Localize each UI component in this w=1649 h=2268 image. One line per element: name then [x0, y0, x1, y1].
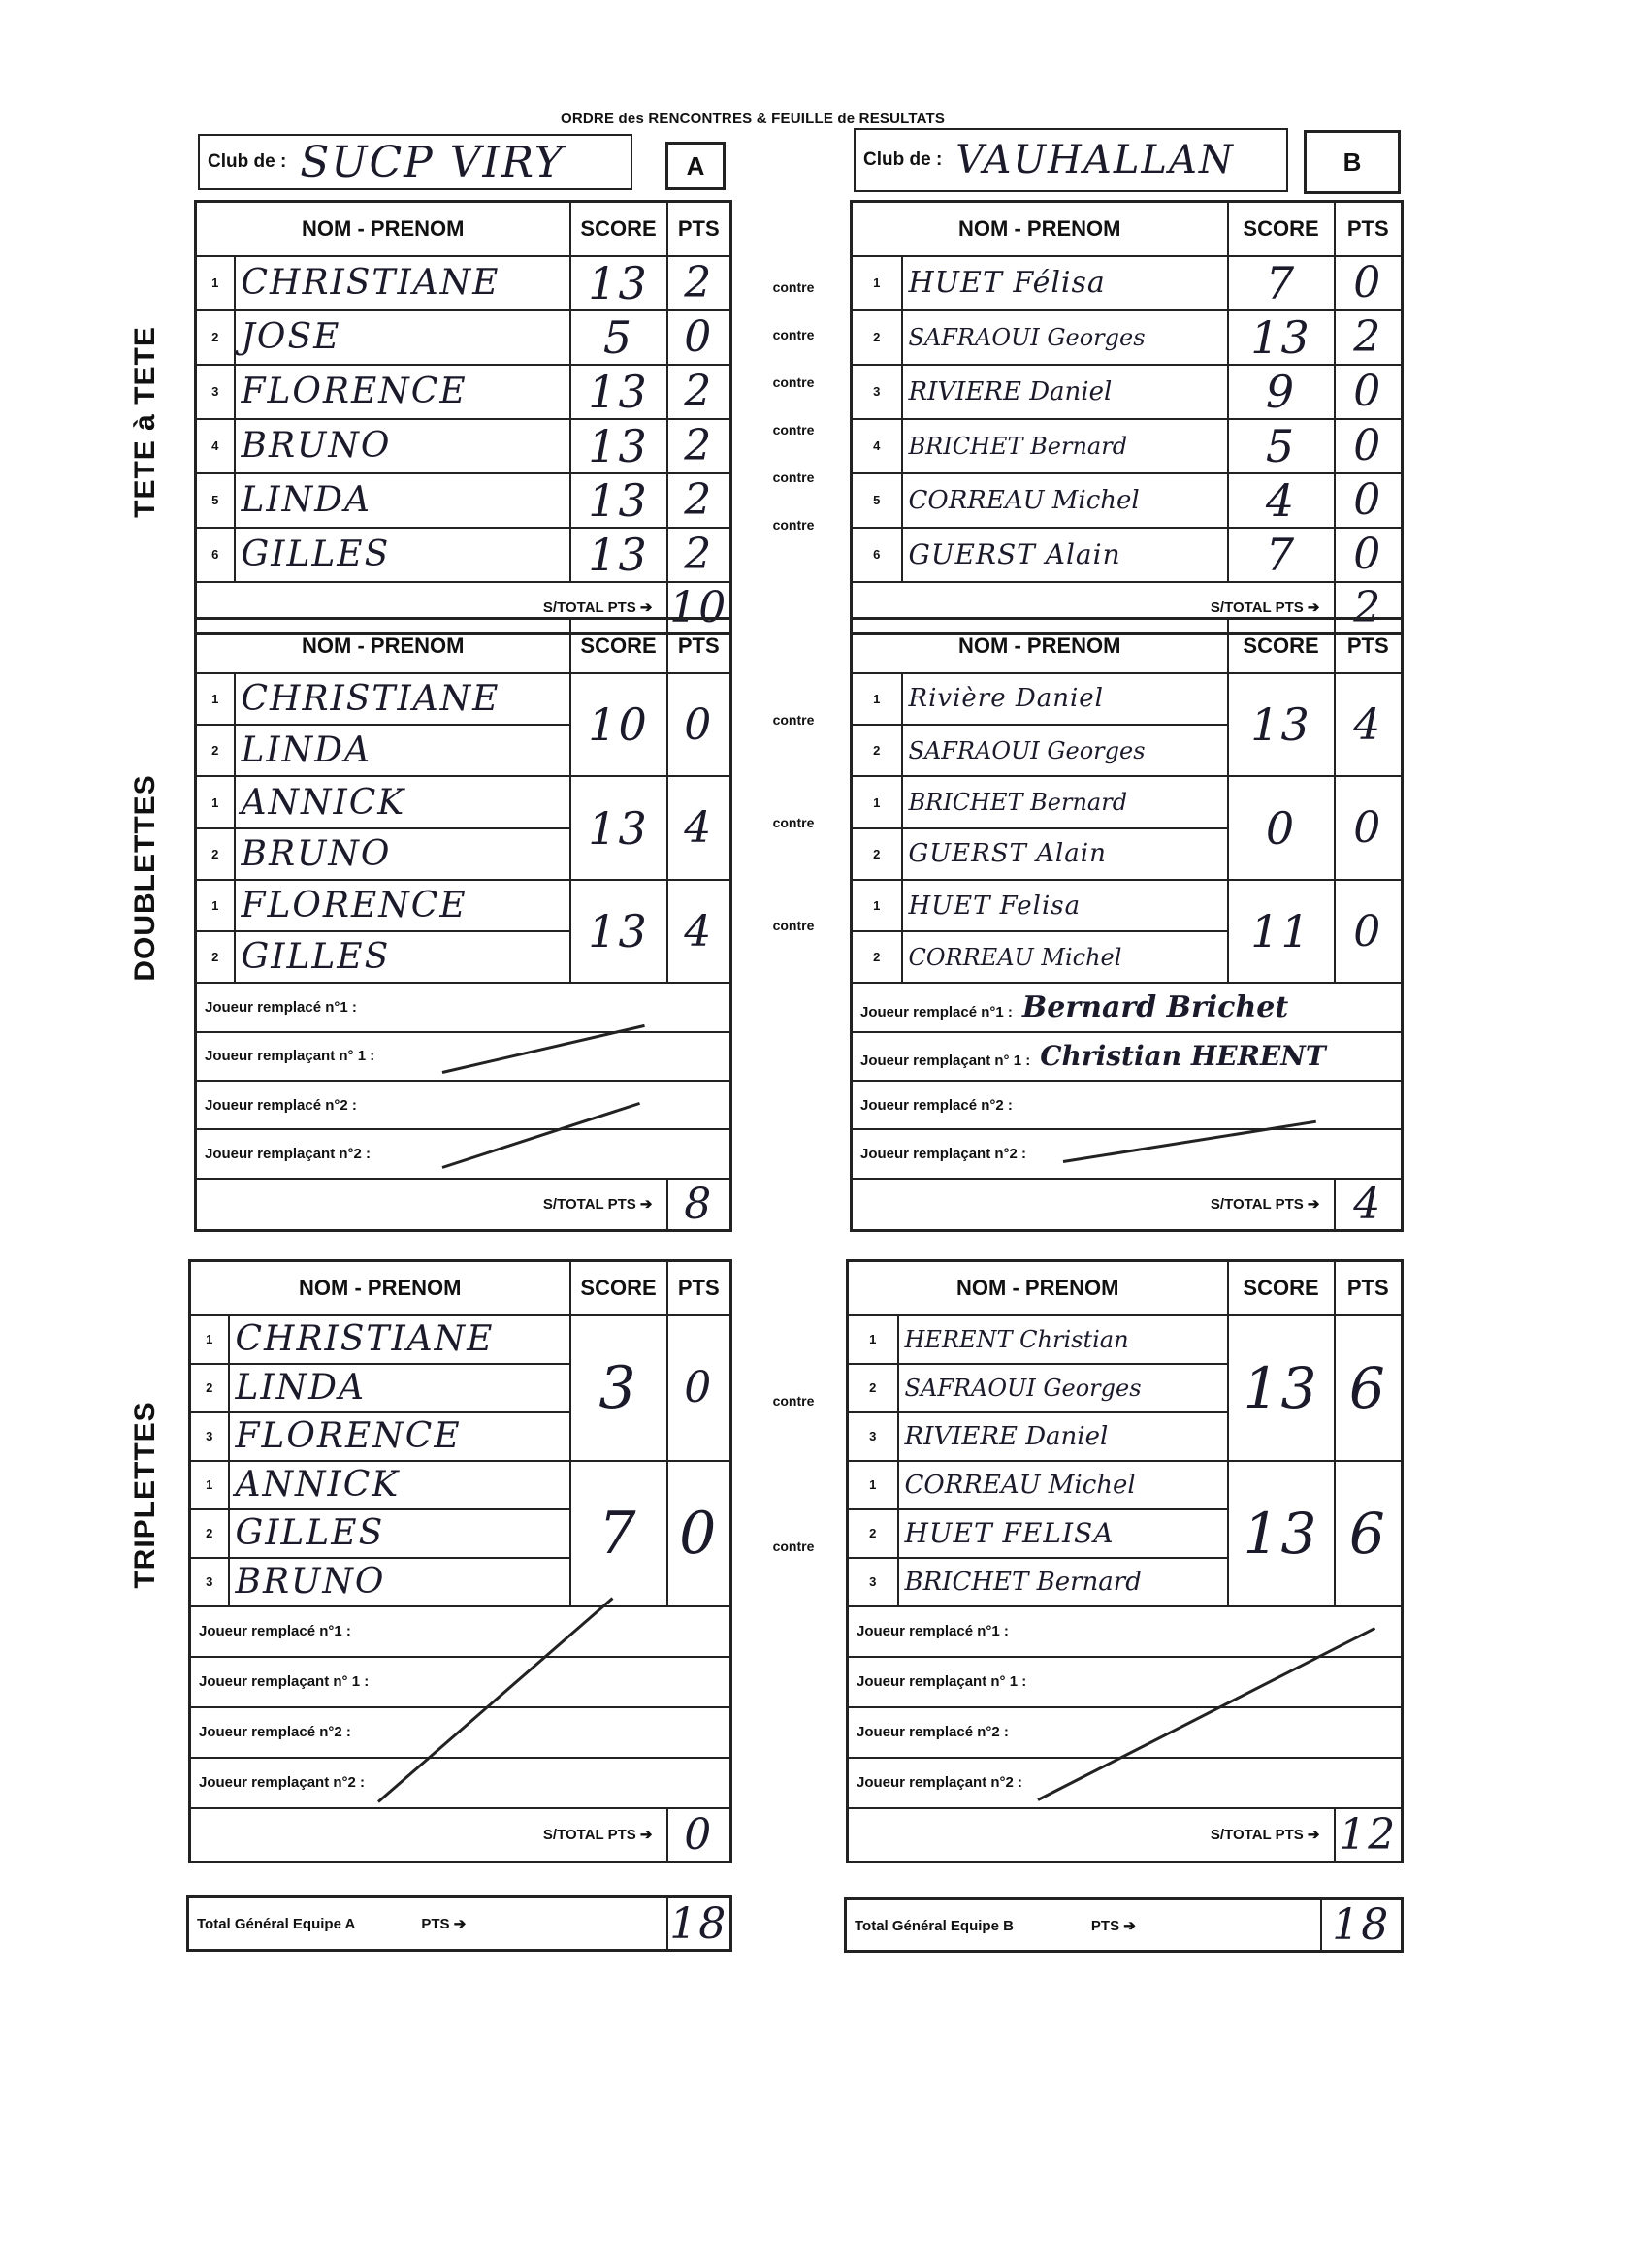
col-pts-header: PTS: [1335, 619, 1403, 673]
subtotal-label: S/TOTAL PTS ➔: [852, 582, 1335, 634]
player-name[interactable]: HUET Félisa: [902, 256, 1228, 310]
player-name[interactable]: SAFRAOUI Georges: [902, 310, 1228, 365]
remplacant-1-field[interactable]: [852, 1032, 1403, 1081]
contre-label: contre: [772, 470, 815, 485]
col-score-header: SCORE: [570, 619, 667, 673]
score-cell[interactable]: 9: [1228, 365, 1335, 419]
player-name[interactable]: GUERST Alain: [902, 828, 1228, 880]
subtotal-value[interactable]: 8: [667, 1179, 731, 1231]
row-number: 2: [852, 310, 902, 365]
player-name[interactable]: RIVIERE Daniel: [902, 365, 1228, 419]
player-name[interactable]: LINDA: [235, 473, 570, 528]
pts-cell[interactable]: 2: [667, 473, 731, 528]
col-score-header: SCORE: [1228, 202, 1335, 256]
row-number: 1: [848, 1315, 898, 1364]
score-cell[interactable]: 5: [570, 310, 667, 365]
contre-label: contre: [772, 1393, 815, 1409]
contre-label: contre: [772, 712, 815, 728]
contre-label: contre: [772, 279, 815, 295]
row-number: 2: [196, 931, 235, 983]
row-number: 2: [196, 725, 235, 776]
score-cell[interactable]: 11: [1228, 880, 1335, 984]
total-pts-label: PTS ➔: [421, 1916, 467, 1932]
pts-cell[interactable]: 6: [1335, 1461, 1403, 1606]
total-pts-label: PTS ➔: [1090, 1917, 1136, 1934]
team-b-total-table: [844, 1897, 1404, 1953]
remplace-1-field[interactable]: Joueur remplacé n°1 :: [190, 1606, 731, 1657]
col-name-header: NOM - PRENOM: [848, 1261, 1228, 1315]
col-score-header: SCORE: [570, 1261, 667, 1315]
remplacant-2-field[interactable]: Joueur remplaçant n°2 :: [190, 1758, 731, 1808]
player-name[interactable]: LINDA: [235, 725, 570, 776]
row-number: 5: [196, 473, 235, 528]
pts-cell[interactable]: 2: [1335, 310, 1403, 365]
score-cell[interactable]: 13: [570, 776, 667, 880]
player-name[interactable]: RIVIERE Daniel: [898, 1412, 1228, 1461]
pts-cell[interactable]: 0: [1335, 776, 1403, 880]
col-score-header: SCORE: [1228, 1261, 1335, 1315]
player-name[interactable]: BRUNO: [229, 1558, 570, 1606]
team-a-total-table: [186, 1895, 732, 1952]
score-cell[interactable]: 13: [1228, 1461, 1335, 1606]
row-number: 2: [852, 828, 902, 880]
score-cell[interactable]: 7: [570, 1461, 667, 1606]
player-name[interactable]: FLORENCE: [235, 365, 570, 419]
total-label: Total Général Equipe B: [855, 1917, 1014, 1934]
remplace-2-field[interactable]: Joueur remplacé n°2 :: [190, 1707, 731, 1758]
row-number: 1: [196, 776, 235, 827]
player-name[interactable]: SAFRAOUI Georges: [902, 725, 1228, 776]
remplace-1-value: Bernard Brichet: [1021, 990, 1289, 1025]
remplace-2-field[interactable]: Joueur remplacé n°2 :: [848, 1707, 1403, 1758]
row-number: 1: [190, 1461, 229, 1509]
player-name[interactable]: CHRISTIANE: [229, 1315, 570, 1364]
player-name[interactable]: GILLES: [235, 528, 570, 582]
subtotal-value[interactable]: 10: [667, 582, 731, 634]
score-cell[interactable]: 13: [1228, 673, 1335, 777]
row-number: 3: [190, 1558, 229, 1606]
pts-cell[interactable]: 2: [667, 419, 731, 473]
team-a-triplettes-table: [188, 1259, 732, 1863]
pts-cell[interactable]: 0: [667, 1315, 731, 1461]
col-pts-header: PTS: [667, 1261, 731, 1315]
row-number: 2: [848, 1364, 898, 1412]
player-name[interactable]: BRUNO: [235, 828, 570, 880]
pts-cell[interactable]: 0: [1335, 528, 1403, 582]
score-cell[interactable]: 13: [570, 880, 667, 984]
row-number: 3: [848, 1558, 898, 1606]
contre-label: contre: [772, 1539, 815, 1554]
score-cell[interactable]: 13: [1228, 1315, 1335, 1461]
player-name[interactable]: CORREAU Michel: [902, 473, 1228, 528]
pts-cell[interactable]: 0: [1335, 473, 1403, 528]
total-value[interactable]: 18: [1321, 1899, 1403, 1952]
total-label-cell: [188, 1897, 667, 1951]
player-name[interactable]: GILLES: [235, 931, 570, 983]
player-name[interactable]: SAFRAOUI Georges: [898, 1364, 1228, 1412]
row-number: 1: [852, 256, 902, 310]
row-number: 2: [852, 725, 902, 776]
team-b-triplettes-table: [846, 1259, 1404, 1863]
col-pts-header: PTS: [1335, 1261, 1403, 1315]
club-a-box: [198, 134, 632, 190]
col-name-header: NOM - PRENOM: [852, 619, 1228, 673]
score-cell[interactable]: 10: [570, 673, 667, 777]
player-name[interactable]: ANNICK: [229, 1461, 570, 1509]
player-name[interactable]: CORREAU Michel: [898, 1461, 1228, 1509]
subtotal-value[interactable]: 4: [1335, 1179, 1403, 1231]
col-pts-header: PTS: [667, 619, 731, 673]
player-name[interactable]: ANNICK: [235, 776, 570, 827]
row-number: 4: [852, 419, 902, 473]
remplace-1-field[interactable]: Joueur remplacé n°1 :: [848, 1606, 1403, 1657]
pts-cell[interactable]: 0: [667, 310, 731, 365]
col-name-header: NOM - PRENOM: [852, 202, 1228, 256]
remplace-1-field[interactable]: Joueur remplacé n°1 :: [196, 983, 731, 1031]
row-number: 1: [852, 673, 902, 725]
pts-cell[interactable]: 0: [1335, 365, 1403, 419]
section-tete-a-tete: TETE à TETE: [129, 326, 161, 518]
subtotal-value[interactable]: 2: [1335, 582, 1403, 634]
row-number: 2: [196, 828, 235, 880]
row-number: 5: [852, 473, 902, 528]
contre-label: contre: [772, 374, 815, 390]
row-number: 1: [848, 1461, 898, 1509]
player-name[interactable]: BRICHET Bernard: [902, 776, 1228, 827]
score-cell[interactable]: 5: [1228, 419, 1335, 473]
pts-cell[interactable]: 0: [667, 673, 731, 777]
pts-cell[interactable]: 4: [667, 776, 731, 880]
team-b-tete-table: [850, 200, 1404, 635]
team-b-doublettes-table: [850, 617, 1404, 1232]
row-number: 1: [852, 880, 902, 931]
score-cell[interactable]: 13: [570, 473, 667, 528]
score-cell[interactable]: 0: [1228, 776, 1335, 880]
row-number: 6: [852, 528, 902, 582]
remplace-2-field[interactable]: Joueur remplacé n°2 :: [852, 1081, 1403, 1129]
row-number: 3: [196, 365, 235, 419]
row-number: 2: [190, 1364, 229, 1412]
player-name[interactable]: CHRISTIANE: [235, 256, 570, 310]
club-a-label: Club de :: [208, 151, 287, 172]
subtotal-value[interactable]: 0: [667, 1808, 731, 1863]
col-name-header: NOM - PRENOM: [190, 1261, 570, 1315]
remplacant-1-field[interactable]: Joueur remplaçant n° 1 :: [196, 1032, 731, 1081]
player-name[interactable]: CHRISTIANE: [235, 673, 570, 725]
row-number: 1: [196, 673, 235, 725]
row-number: 2: [190, 1509, 229, 1558]
team-a-doublettes-table: [194, 617, 732, 1232]
contre-label: contre: [772, 918, 815, 933]
row-number: 1: [190, 1315, 229, 1364]
total-value[interactable]: 18: [667, 1897, 731, 1951]
player-name[interactable]: FLORENCE: [235, 880, 570, 931]
subtotal-label: S/TOTAL PTS ➔: [196, 1179, 667, 1231]
section-triplettes: TRIPLETTES: [129, 1401, 161, 1589]
remplacant-1-field[interactable]: Joueur remplaçant n° 1 :: [848, 1657, 1403, 1707]
club-b-box: [854, 128, 1288, 192]
player-name[interactable]: GUERST Alain: [902, 528, 1228, 582]
pts-cell[interactable]: 0: [667, 1461, 731, 1606]
player-name[interactable]: BRUNO: [235, 419, 570, 473]
player-name[interactable]: GILLES: [229, 1509, 570, 1558]
row-number: 2: [196, 310, 235, 365]
row-number: 1: [852, 776, 902, 827]
row-number: 3: [848, 1412, 898, 1461]
subtotal-label: S/TOTAL PTS ➔: [852, 1179, 1335, 1231]
contre-label: contre: [772, 517, 815, 533]
player-name[interactable]: HUET FELISA: [898, 1509, 1228, 1558]
score-cell[interactable]: 3: [570, 1315, 667, 1461]
row-number: 4: [196, 419, 235, 473]
pts-cell[interactable]: 0: [1335, 256, 1403, 310]
pts-cell[interactable]: 0: [1335, 419, 1403, 473]
contre-label: contre: [772, 815, 815, 830]
pts-cell[interactable]: 2: [667, 528, 731, 582]
score-cell[interactable]: 13: [570, 419, 667, 473]
score-cell[interactable]: 13: [570, 528, 667, 582]
subtotal-label: S/TOTAL PTS ➔: [190, 1808, 667, 1863]
team-a-letter: A: [665, 142, 726, 190]
row-number: 1: [196, 256, 235, 310]
score-cell[interactable]: 7: [1228, 528, 1335, 582]
sheet-title: ORDRE des RENCONTRES & FEUILLE de RESULTATS: [561, 111, 946, 127]
contre-label: contre: [772, 422, 815, 437]
col-pts-header: PTS: [1335, 202, 1403, 256]
total-label-cell: [846, 1899, 1321, 1952]
total-label: Total Général Equipe A: [197, 1916, 356, 1932]
player-name[interactable]: BRICHET Bernard: [902, 419, 1228, 473]
row-number: 2: [848, 1509, 898, 1558]
col-score-header: SCORE: [1228, 619, 1335, 673]
pts-cell[interactable]: 2: [667, 256, 731, 310]
col-name-header: NOM - PRENOM: [196, 202, 570, 256]
player-name[interactable]: HERENT Christian: [898, 1315, 1228, 1364]
remplacant-1-value: Christian HERENT: [1040, 1040, 1326, 1073]
remplacant-2-field[interactable]: Joueur remplaçant n°2 :: [196, 1129, 731, 1178]
player-name[interactable]: HUET Felisa: [902, 880, 1228, 931]
player-name[interactable]: CORREAU Michel: [902, 931, 1228, 983]
club-b-label: Club de :: [863, 149, 943, 170]
subtotal-label: S/TOTAL PTS ➔: [848, 1808, 1335, 1863]
score-cell[interactable]: 4: [1228, 473, 1335, 528]
subtotal-value[interactable]: 12: [1335, 1808, 1403, 1863]
player-name[interactable]: Rivière Daniel: [902, 673, 1228, 725]
section-doublettes: DOUBLETTES: [129, 774, 161, 982]
pts-cell[interactable]: 2: [667, 365, 731, 419]
pts-cell[interactable]: 0: [1335, 880, 1403, 984]
team-b-letter: B: [1304, 130, 1401, 194]
remplacant-1-label: Joueur remplaçant n° 1 :: [860, 1053, 1031, 1070]
pts-cell[interactable]: 6: [1335, 1315, 1403, 1461]
remplacant-2-field[interactable]: Joueur remplaçant n°2 :: [852, 1129, 1403, 1178]
row-number: 1: [196, 880, 235, 931]
score-cell[interactable]: 13: [570, 365, 667, 419]
remplace-1-label: Joueur remplacé n°1 :: [860, 1004, 1013, 1021]
col-name-header: NOM - PRENOM: [196, 619, 570, 673]
pts-cell[interactable]: 4: [1335, 673, 1403, 777]
remplacant-2-field[interactable]: Joueur remplaçant n°2 :: [848, 1758, 1403, 1808]
row-number: 3: [190, 1412, 229, 1461]
club-a-name[interactable]: SUCP VIRY: [300, 137, 565, 187]
remplace-1-field[interactable]: [852, 983, 1403, 1031]
team-a-tete-table: [194, 200, 732, 635]
row-number: 6: [196, 528, 235, 582]
player-name[interactable]: BRICHET Bernard: [898, 1558, 1228, 1606]
row-number: 2: [852, 931, 902, 983]
col-score-header: SCORE: [570, 202, 667, 256]
contre-label: contre: [772, 327, 815, 342]
score-cell[interactable]: 13: [1228, 310, 1335, 365]
player-name[interactable]: JOSE: [235, 310, 570, 365]
remplace-2-field[interactable]: Joueur remplacé n°2 :: [196, 1081, 731, 1129]
player-name[interactable]: FLORENCE: [229, 1412, 570, 1461]
score-cell[interactable]: 13: [570, 256, 667, 310]
score-cell[interactable]: 7: [1228, 256, 1335, 310]
player-name[interactable]: LINDA: [229, 1364, 570, 1412]
row-number: 3: [852, 365, 902, 419]
club-b-name[interactable]: VAUHALLAN: [955, 138, 1235, 182]
remplacant-1-field[interactable]: Joueur remplaçant n° 1 :: [190, 1657, 731, 1707]
col-pts-header: PTS: [667, 202, 731, 256]
pts-cell[interactable]: 4: [667, 880, 731, 984]
subtotal-label: S/TOTAL PTS ➔: [196, 582, 667, 634]
